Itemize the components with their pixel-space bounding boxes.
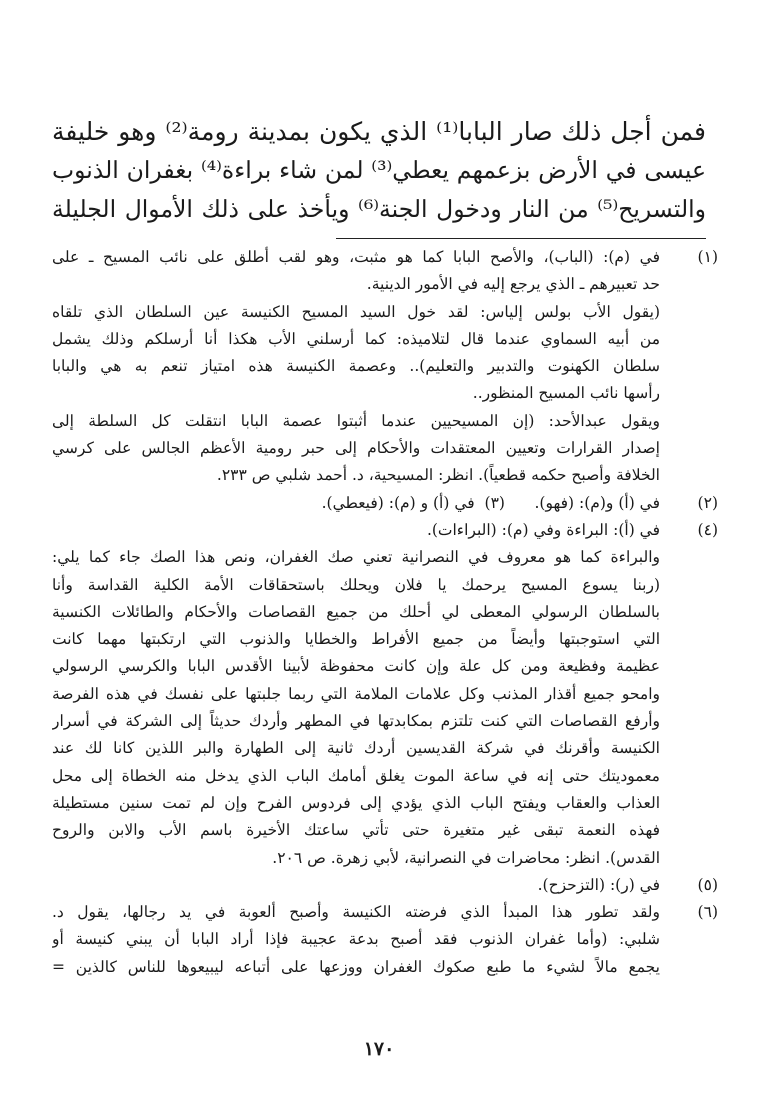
footnote-line: شلبي: (وأما غفران الذنوب فقد أصبح بدعة عجيبة فإذا أراد البابا أن يبني كنيسة أو bbox=[52, 930, 660, 949]
footnote-line: فهذه النعمة تبقى غير متغيرة حتى تأتي ساعتك الأخيرة باسم الأب والابن والروح bbox=[52, 821, 660, 840]
footnote-line: في (ر): (التزحزح). bbox=[537, 875, 660, 894]
page-number: ١٧٠ bbox=[363, 1038, 395, 1060]
footnote-line: ويقول عبدالأحد: (إن المسيحيين عندما أثبتوا عصمة البابا انتقلت كل السلطة إلى bbox=[52, 411, 660, 430]
footnote-line: يجمع مالاً لشيء ما طبع صكوك الغفران ووزعها على أتباعه ليبيعوها للناس كالذين = bbox=[52, 957, 660, 976]
footnote-text bbox=[52, 244, 660, 490]
main-text bbox=[52, 112, 706, 229]
main-text-line: فمن أجل ذلك صار البابا⁽¹⁾ الذي يكون بمدينة رومة⁽²⁾ وهو خليفة bbox=[52, 117, 706, 146]
footnote-5 bbox=[52, 872, 718, 899]
footnote-1 bbox=[52, 244, 718, 490]
footnote-6 bbox=[52, 899, 718, 981]
footnote-line: معموديتك حتى إنه في ساعة الموت يغلق أمامك الباب الذي يدخل منه الخطاة إلى محل bbox=[52, 766, 660, 785]
footnote-number: (٤) bbox=[697, 520, 718, 539]
footnote-number: (٢) bbox=[697, 493, 718, 512]
footnote-text bbox=[52, 899, 660, 981]
footnote-separator bbox=[336, 238, 706, 239]
footnote-4 bbox=[52, 517, 718, 872]
footnote-line: بالسلطان الرسولي المعطى لي أحلك من جميع القصاصات والأحكام والطائلات الكنسية bbox=[52, 602, 660, 621]
footnote-number: (٥) bbox=[697, 875, 718, 894]
footnote-line: (ربنا يسوع المسيح يرحمك يا فلان ويحلك باستحقاقات الأمة الكلية القداسة وأنا bbox=[52, 575, 660, 594]
footnote-line: وامحو جميع أقذار المذنب وكل علامات الملامة التي ربما جلبتها على نفسك في هذه الفرصة bbox=[52, 684, 660, 703]
footnote-number: (١) bbox=[697, 248, 718, 266]
footnote-line: من أبيه السماوي عندما قال لتلاميذه: كما أرسلني الأب هكذا أنا أرسلكم وذلك يشمل bbox=[52, 329, 660, 348]
footnote-text bbox=[52, 872, 660, 899]
footnote-line: في (أ) و(م): (فهو). (٣) في (أ) و (م): (فيعطي). bbox=[321, 493, 660, 512]
footnote-line: حد تعبيرهم ـ الذي يرجع إليه في الأمور الدينية. bbox=[366, 275, 660, 294]
footnote-line: في (م): (الباب)، والأصح البابا كما هو مثبت، وهو لقب أطلق على نائب المسيح ـ على bbox=[52, 248, 660, 266]
footnote-line: الكنيسة وأقرنك في شركة القديسين أردك ثانية إلى الطهارة والبر اللذين كانا لك عند bbox=[52, 739, 660, 758]
footnote-line: رأسها نائب المسيح المنظور.. bbox=[472, 384, 660, 403]
main-text-line: عيسى في الأرض بزعمهم يعطي⁽³⁾ لمن شاء براءة⁽⁴⁾ بغفران الذنوب bbox=[52, 156, 706, 184]
footnote-line: القدس). انظر: محاضرات في النصرانية، لأبي زهرة. ص ٢٠٦. bbox=[272, 848, 660, 867]
footnote-line: العذاب والعقاب ويفتح الباب الذي يؤدي إلى فردوس الفرح وإن لم تمت سنين مستطيلة bbox=[52, 793, 660, 812]
footnote-text bbox=[52, 517, 660, 872]
footnote-line: (يقول الأب بولس إلياس: لقد خول السيد المسيح الكنيسة عين السلطان الذي تلقاه bbox=[52, 302, 660, 321]
footnote-text bbox=[52, 490, 660, 517]
footnote-number: (٦) bbox=[697, 903, 718, 922]
footnote-line: إصدار القرارات وتعيين المعتقدات والأحكام إلى حبر رومية الأعظم الجالس على كرسي bbox=[52, 439, 660, 458]
footnote-2-3 bbox=[52, 490, 718, 517]
footnote-line: والبراءة كما هو معروف في النصرانية تعني صك الغفران، ونص هذا الصك جاء كما يلي: bbox=[52, 548, 660, 567]
main-text-line: والتسريح⁽⁵⁾ من النار ودخول الجنة⁽⁶⁾ ويأخذ على ذلك الأموال الجليلة bbox=[52, 195, 706, 223]
footnote-line: التي استوجبتها وأيضاً من جميع الأفراط والخطايا والذنوب التي ارتكبتها مهما كانت bbox=[52, 630, 660, 649]
footnote-line: وأرفع القصاصات التي كنت تلتزم بمكابدتها في المطهر وأردك حديثاً إلى الشركة في أسرار bbox=[52, 712, 660, 731]
footnote-line: سلطان الكهنوت والتدبير والتعليم).. وعصمة الكنيسة هذه امتياز تنعم به هي والبابا bbox=[52, 357, 660, 376]
footnote-line: الخلافة وأصبح حكمه قطعياً). انظر: المسيحية، د. أحمد شلبي ص ٢٣٣. bbox=[216, 466, 660, 485]
footnote-line: عظيمة وفظيعة ومن كل علة وإن كانت محفوظة لأبينا الأقدس البابا والكرسي الرسولي bbox=[52, 657, 660, 676]
footnote-line: في (أ): البراءة وفي (م): (البراءات). bbox=[426, 520, 660, 539]
footnote-line: ولقد تطور هذا المبدأ الذي فرضته الكنيسة وأصبح ألعوبة في يد رجالها، يقول د. bbox=[52, 903, 660, 922]
footnotes bbox=[52, 244, 718, 981]
